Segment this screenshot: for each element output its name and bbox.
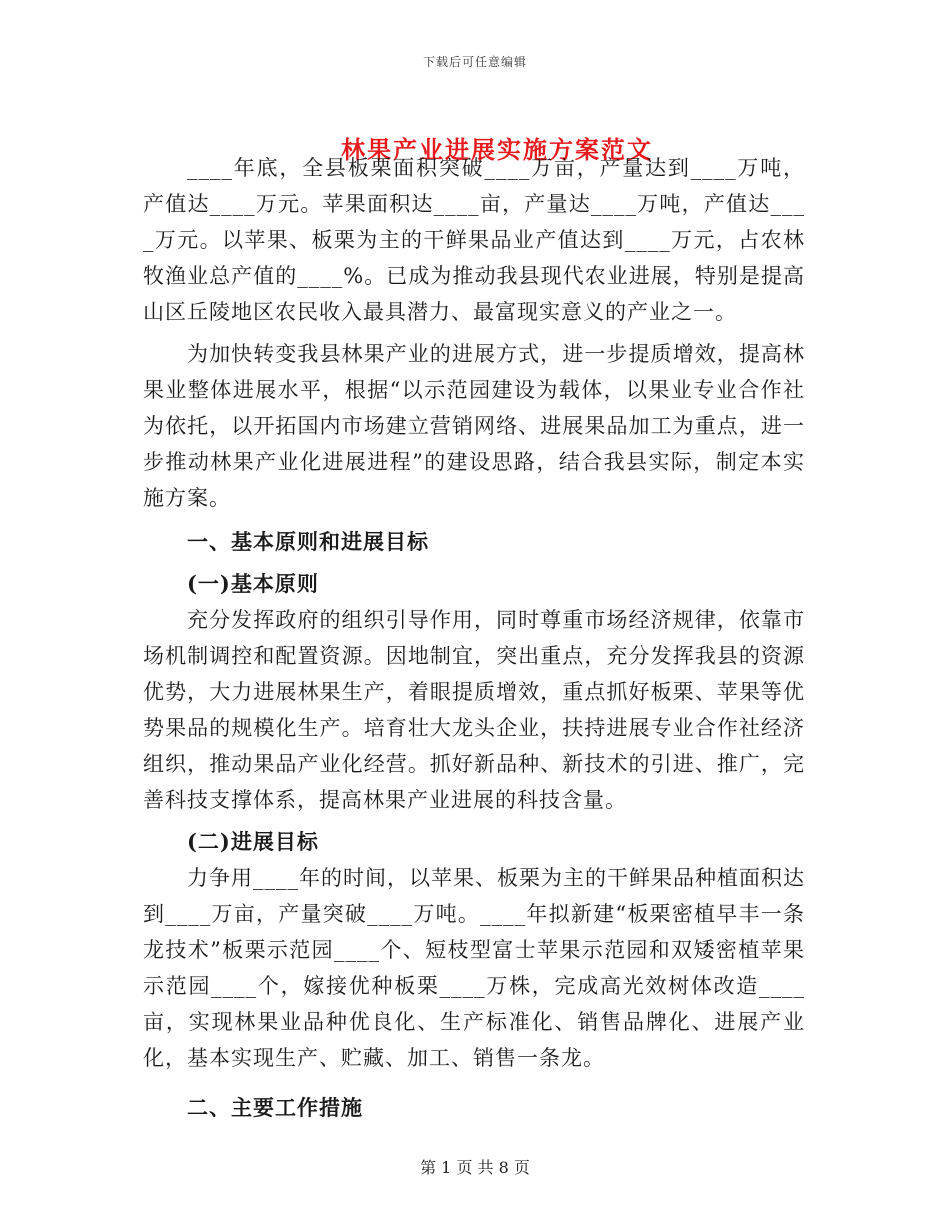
document-body (143, 150, 805, 1126)
document-title: 林果产业进展实施方案范文 (341, 135, 653, 165)
paragraph-intro: ____年底，全县板栗面积突破____万亩，产量达到____万吨，产值达____万元。苹果面积达____亩，产量达____万吨，产值达____万元。以苹果、板栗为主的干鲜果品业产值达到____万元，占农林牧渔业总产值的____%。已成为推动我县现代农业进展，特别是提高山区丘陵地区农民收入最具潜力、最富现实意义的产业之一。 (143, 156, 805, 324)
paragraph-purpose: 为加快转变我县林果产业的进展方式，进一步提质增效，提高林果业整体进展水平，根据“以示范园建设为载体，以果业专业合作社为依托，以开拓国内市场建立营销网络、进展果品加工为重点，进一步推动林果产业化进展进程”的建设思路，结合我县实际，制定本实施方案。 (143, 342, 805, 510)
paragraph-principles: 充分发挥政府的组织引导作用，同时尊重市场经济规律，依靠市场机制调控和配置资源。因地制宜，突出重点，充分发挥我县的资源优势，大力进展林果生产，着眼提质增效，重点抓好板栗、苹果等优势果品的规模化生产。培育壮大龙头企业，扶持进展专业合作社经济组织，推动果品产业化经营。抓好新品种、新技术的引进、推广，完善科技支撑体系，提高林果产业进展的科技含量。 (143, 608, 805, 812)
section-heading-1: 一、基本原则和进展目标 (187, 529, 429, 554)
subsection-heading-goals: (二)进展目标 (187, 829, 319, 854)
section-heading-2: 二、主要工作措施 (187, 1095, 363, 1120)
page-footer: 第 1 页 共 8 页 (420, 1158, 530, 1177)
header-note: 下载后可任意编辑 (422, 55, 527, 69)
subsection-heading-principles: (一)基本原则 (187, 571, 319, 596)
paragraph-goals: 力争用____年的时间，以苹果、板栗为主的干鲜果品种植面积达到____万亩，产量突破____万吨。____年拟新建“板栗密植早丰一条龙技术”板栗示范园____个、短枝型富士苹果示范园和双矮密植苹果示范园____个，嫁接优种板栗____万株，完成高光效树体改造____亩，实现林果业品种优良化、生产标准化、销售品牌化、进展产业化，基本实现生产、贮藏、加工、销售一条龙。 (143, 866, 805, 1070)
